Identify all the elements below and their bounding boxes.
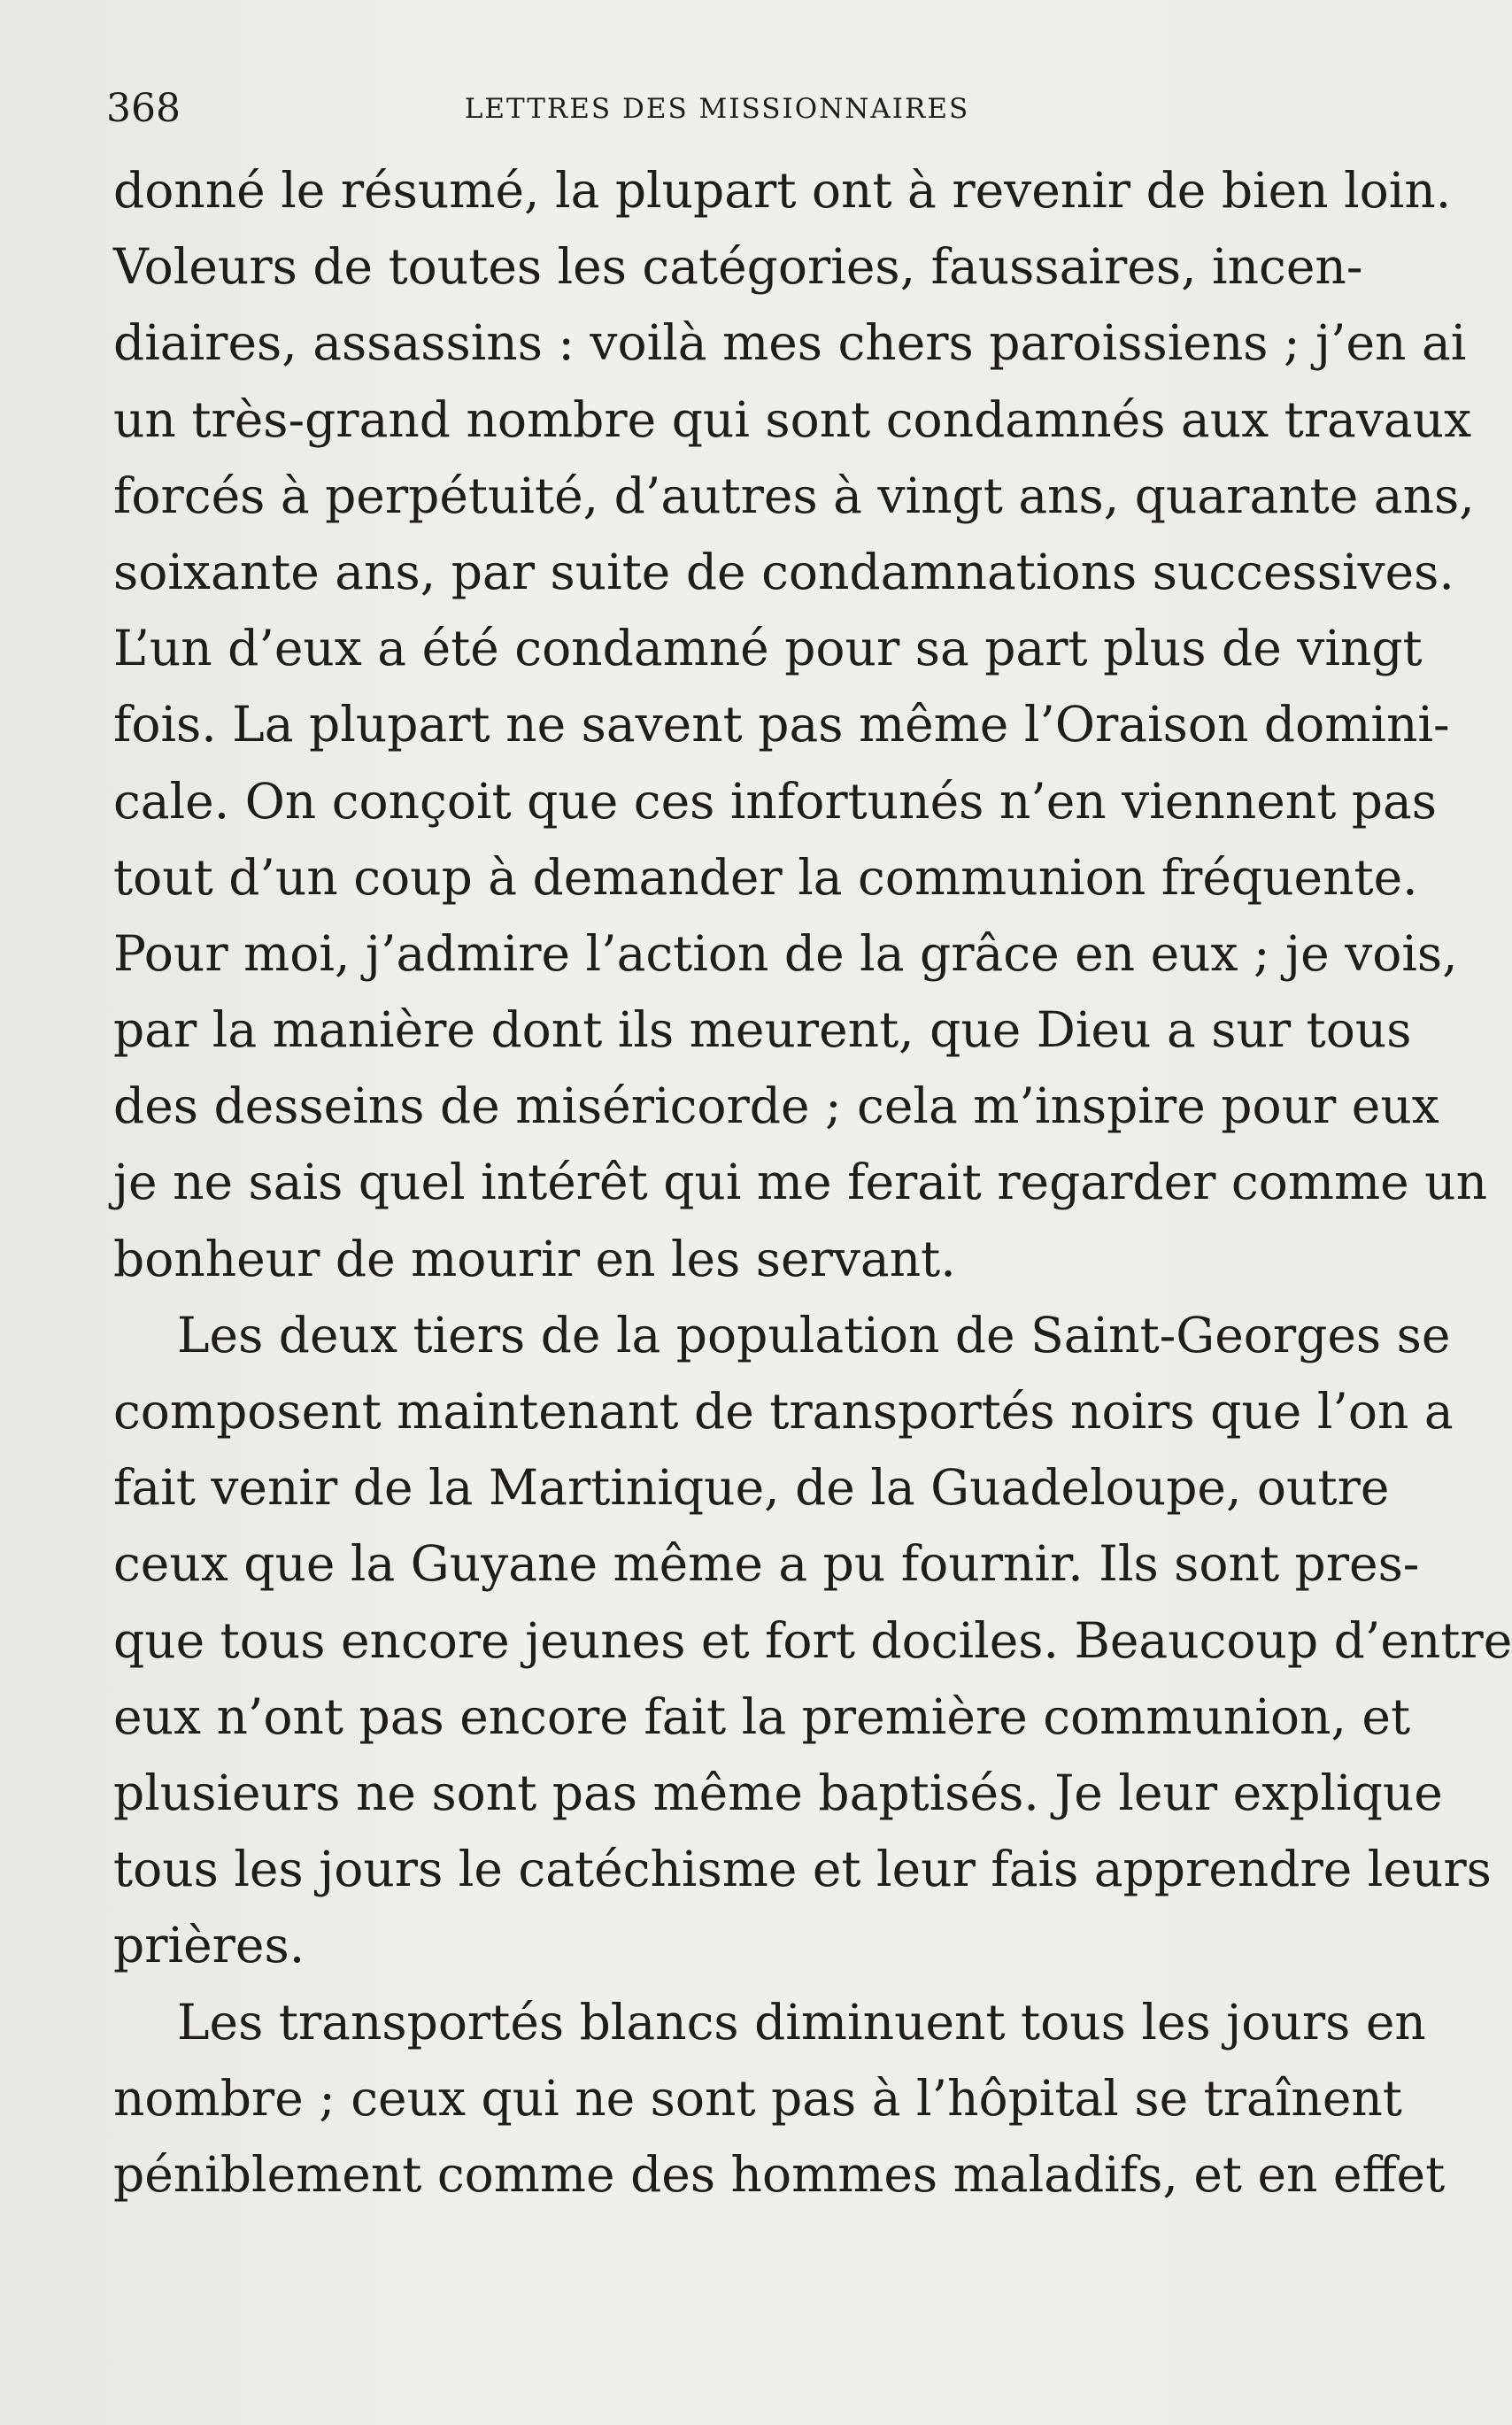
text-line: diaires, assassins : voilà mes chers paroissiens ; j’en ai <box>113 314 1467 372</box>
text-line: péniblement comme des hommes maladifs, et en effet <box>113 2145 1446 2203</box>
text-line: plusieurs ne sont pas même baptisés. Je leur explique <box>113 1764 1443 1821</box>
text-line: que tous encore jeunes et fort dociles. Beaucoup d’entre <box>113 1611 1512 1669</box>
text-line: Pour moi, j’admire l’action de la grâce en eux ; je vois, <box>113 924 1458 982</box>
text-line: soixante ans, par suite de condamnations successives. <box>113 543 1454 600</box>
text-line: donné le résumé, la plupart ont à revenir de bien loin. <box>113 162 1452 219</box>
text-line: cale. On conçoit que ces infortunés n’en viennent pas <box>113 772 1438 830</box>
text-line: un très-grand nombre qui sont condamnés aux travaux <box>113 390 1472 448</box>
text-line: tous les jours le catéchisme et leur fais apprendre leurs <box>113 1841 1492 1898</box>
text-line: fait venir de la Martinique, de la Guadeloupe, outre <box>113 1459 1390 1517</box>
text-line: des desseins de miséricorde ; cela m’inspire pour eux <box>113 1077 1439 1135</box>
text-line: Les transportés blancs diminuent tous les jours en <box>177 1993 1426 2050</box>
text-line: composent maintenant de transportés noirs que l’on a <box>113 1383 1454 1440</box>
text-line: je ne sais quel intérêt qui me ferait regarder comme un <box>113 1154 1488 1211</box>
text-line: par la manière dont ils meurent, que Dieu a sur tous <box>113 1001 1412 1059</box>
text-line: ceux que la Guyane même a pu fournir. Ils sont pres- <box>113 1535 1420 1593</box>
text-line: fois. La plupart ne savent pas même l’Oraison domini- <box>113 696 1450 753</box>
page-number: 368 <box>106 86 181 131</box>
text-line: prières. <box>113 1917 305 1974</box>
text-line: L’un d’eux a été condamné pour sa part plus de vingt <box>113 620 1423 677</box>
text-line: Les deux tiers de la population de Saint-Georges se <box>177 1306 1451 1363</box>
text-line: Voleurs de toutes les catégories, faussaires, incen- <box>113 238 1363 296</box>
running-title: LETTRES DES MISSIONNAIRES <box>464 93 970 125</box>
page-header <box>106 78 1310 140</box>
text-line: eux n’ont pas encore fait la première communion, et <box>113 1687 1411 1745</box>
body-text <box>113 152 1512 2213</box>
text-line: forcés à perpétuité, d’autres à vingt ans, quarante ans, <box>113 467 1475 524</box>
text-line: tout d’un coup à demander la communion fréquente. <box>113 848 1418 906</box>
text-line: bonheur de mourir en les servant. <box>113 1230 956 1287</box>
text-line: nombre ; ceux qui ne sont pas à l’hôpital se traînent <box>113 2069 1402 2127</box>
